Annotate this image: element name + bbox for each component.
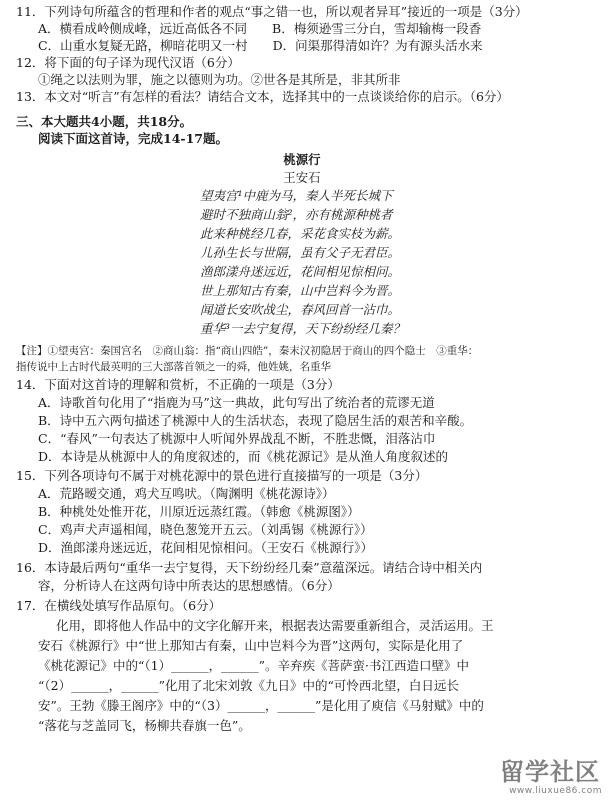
q14-option-a: A．诗歌首句化用了“指鹿为马”这一典故，此句写出了统治者的荒谬无道 <box>38 395 435 410</box>
q14-option-d: D．本诗是从桃源中人的角度叙述的，而《桃花源记》是从渔人角度叙述的 <box>38 449 449 464</box>
q17-stem: 17．在横线处填写作品原句。（6分） <box>16 598 222 613</box>
q14-option-b: B．诗中五六两句描述了桃源中人的生活状态，表现了隐居生活的艰苦和辛酸。 <box>38 413 473 428</box>
reading-instruction: 阅读下面这首诗，完成14-17题。 <box>38 131 228 146</box>
q15-option-c: C．鸡声犬声遥相闻，晓色葱笼开五云。（刘禹锡《桃源行》） <box>38 522 373 537</box>
poem-author: 王安石 <box>283 170 321 185</box>
poem-line-2: 避时不独商山翁²，亦有桃源种桃者 <box>200 207 393 222</box>
site-watermark <box>488 752 606 796</box>
poem-title: 桃源行 <box>283 152 321 167</box>
q16-stem-2: 容，分析诗人在这两句诗中所表达的思想感情。（6分） <box>38 578 340 593</box>
q17-paragraph-3: 《桃花源记》中的“（1）______，______”。辛弃疾《菩萨蛮·书江西造口壁》中 <box>38 658 469 673</box>
q12-sentences: ①绳之以法则为罪，施之以德则为功。②世各是其所是，非其所非 <box>38 72 401 87</box>
poem-line-1: 望夷宫¹中鹿为马，秦人半死长城下 <box>200 188 393 203</box>
poem-line-7: 闻道长安吹战尘，春风回首一沾巾。 <box>200 302 401 317</box>
poem-line-3: 此来种桃经几春，采花食实枝为薪。 <box>200 226 401 241</box>
q17-paragraph-4: “（2）______，______”化用了北宋刘敦《九日》中的“可怜西北望，白日远长 <box>38 678 459 693</box>
q15-option-a: A．荒路暧交通，鸡犬互鸣吠。（陶渊明《桃花源诗》） <box>38 486 335 501</box>
poem-line-8: 重华³一去宁复得，天下纷纷经几秦？ <box>200 321 406 336</box>
q11-stem: 11．下列诗句所蕴含的哲理和作者的观点“事之错一也，所以观者异耳”接近的一项是（3分） <box>16 4 528 19</box>
q17-paragraph-1: 化用，即将他人作品中的文字化解开来，根据表达需要重新组合，灵活运用。王 <box>56 618 494 633</box>
q17-paragraph-6: “落花与芝盖同飞，杨柳共春旗一色”。 <box>38 718 251 733</box>
poem-note-1: 【注】①望夷宫：秦国宫名 ②商山翁：指“商山四皓”，秦末汉初隐居于商山的四个隐士 ③重华： <box>16 345 479 357</box>
q13-stem: 13．本文对“听言”有怎样的看法？请结合文本，选择其中的一点谈谈给你的启示。（6分） <box>16 89 509 104</box>
poem-note-2: 指传说中上古时代最英明的三大部落首领之一的舜，他姓姚，名重华 <box>16 361 331 373</box>
q14-option-c: C．“春风”一句表达了桃源中人听闻外界战乱不断，不胜悲慨，泪落沾巾 <box>38 431 436 446</box>
q16-stem-1: 16．本诗最后两句“重华一去宁复得，天下纷纷经几秦”意蕴深远。请结合诗中相关内 <box>16 560 483 575</box>
poem-line-4: 儿孙生长与世隔，虽有父子无君臣。 <box>200 245 401 260</box>
q14-stem: 14．下面对这首诗的理解和赏析，不正确的一项是（3分） <box>16 377 340 392</box>
q11-options-cd: C．山重水复疑无路，柳暗花明又一村 D．问渠那得清如许？为有源头活水来 <box>38 38 483 53</box>
q17-paragraph-2: 安石《桃源行》中“世上那知古有秦，山中岂料今为晋”这两句，实际是化用了 <box>38 638 464 653</box>
q15-option-b: B．种桃处处惟开花，川原近远蒸红霞。（韩愈《桃源图》） <box>38 504 360 519</box>
watermark-logo: 留学社区 <box>500 758 600 786</box>
q17-paragraph-5: 安”。王勃《滕王阁序》中的“（3）______，______”是化用了庾信《马射赋》中的 <box>38 698 484 713</box>
q15-option-d: D．渔郎漾舟迷远近，花间相见惊相问。（王安石《桃源行》） <box>38 540 374 555</box>
poem-line-5: 渔郎漾舟迷远近，花间相见惊相问。 <box>200 264 401 279</box>
poem-line-6: 世上那知古有秦，山中岂料今为晋。 <box>200 283 401 298</box>
q15-stem: 15．下列各项诗句不属于对桃花源中的景色进行直接描写的一项是（3分） <box>16 468 428 483</box>
watermark-url: www.liuxue86.com <box>509 786 602 796</box>
q12-stem: 12．将下面的句子译为现代汉语（6分） <box>16 55 240 70</box>
section-three-heading: 三、本大题共4小题，共18分。 <box>16 114 193 129</box>
q11-options-ab: A．横看成岭侧成峰，远近高低各不同 B．梅须逊雪三分白，雪却输梅一段香 <box>38 21 482 36</box>
